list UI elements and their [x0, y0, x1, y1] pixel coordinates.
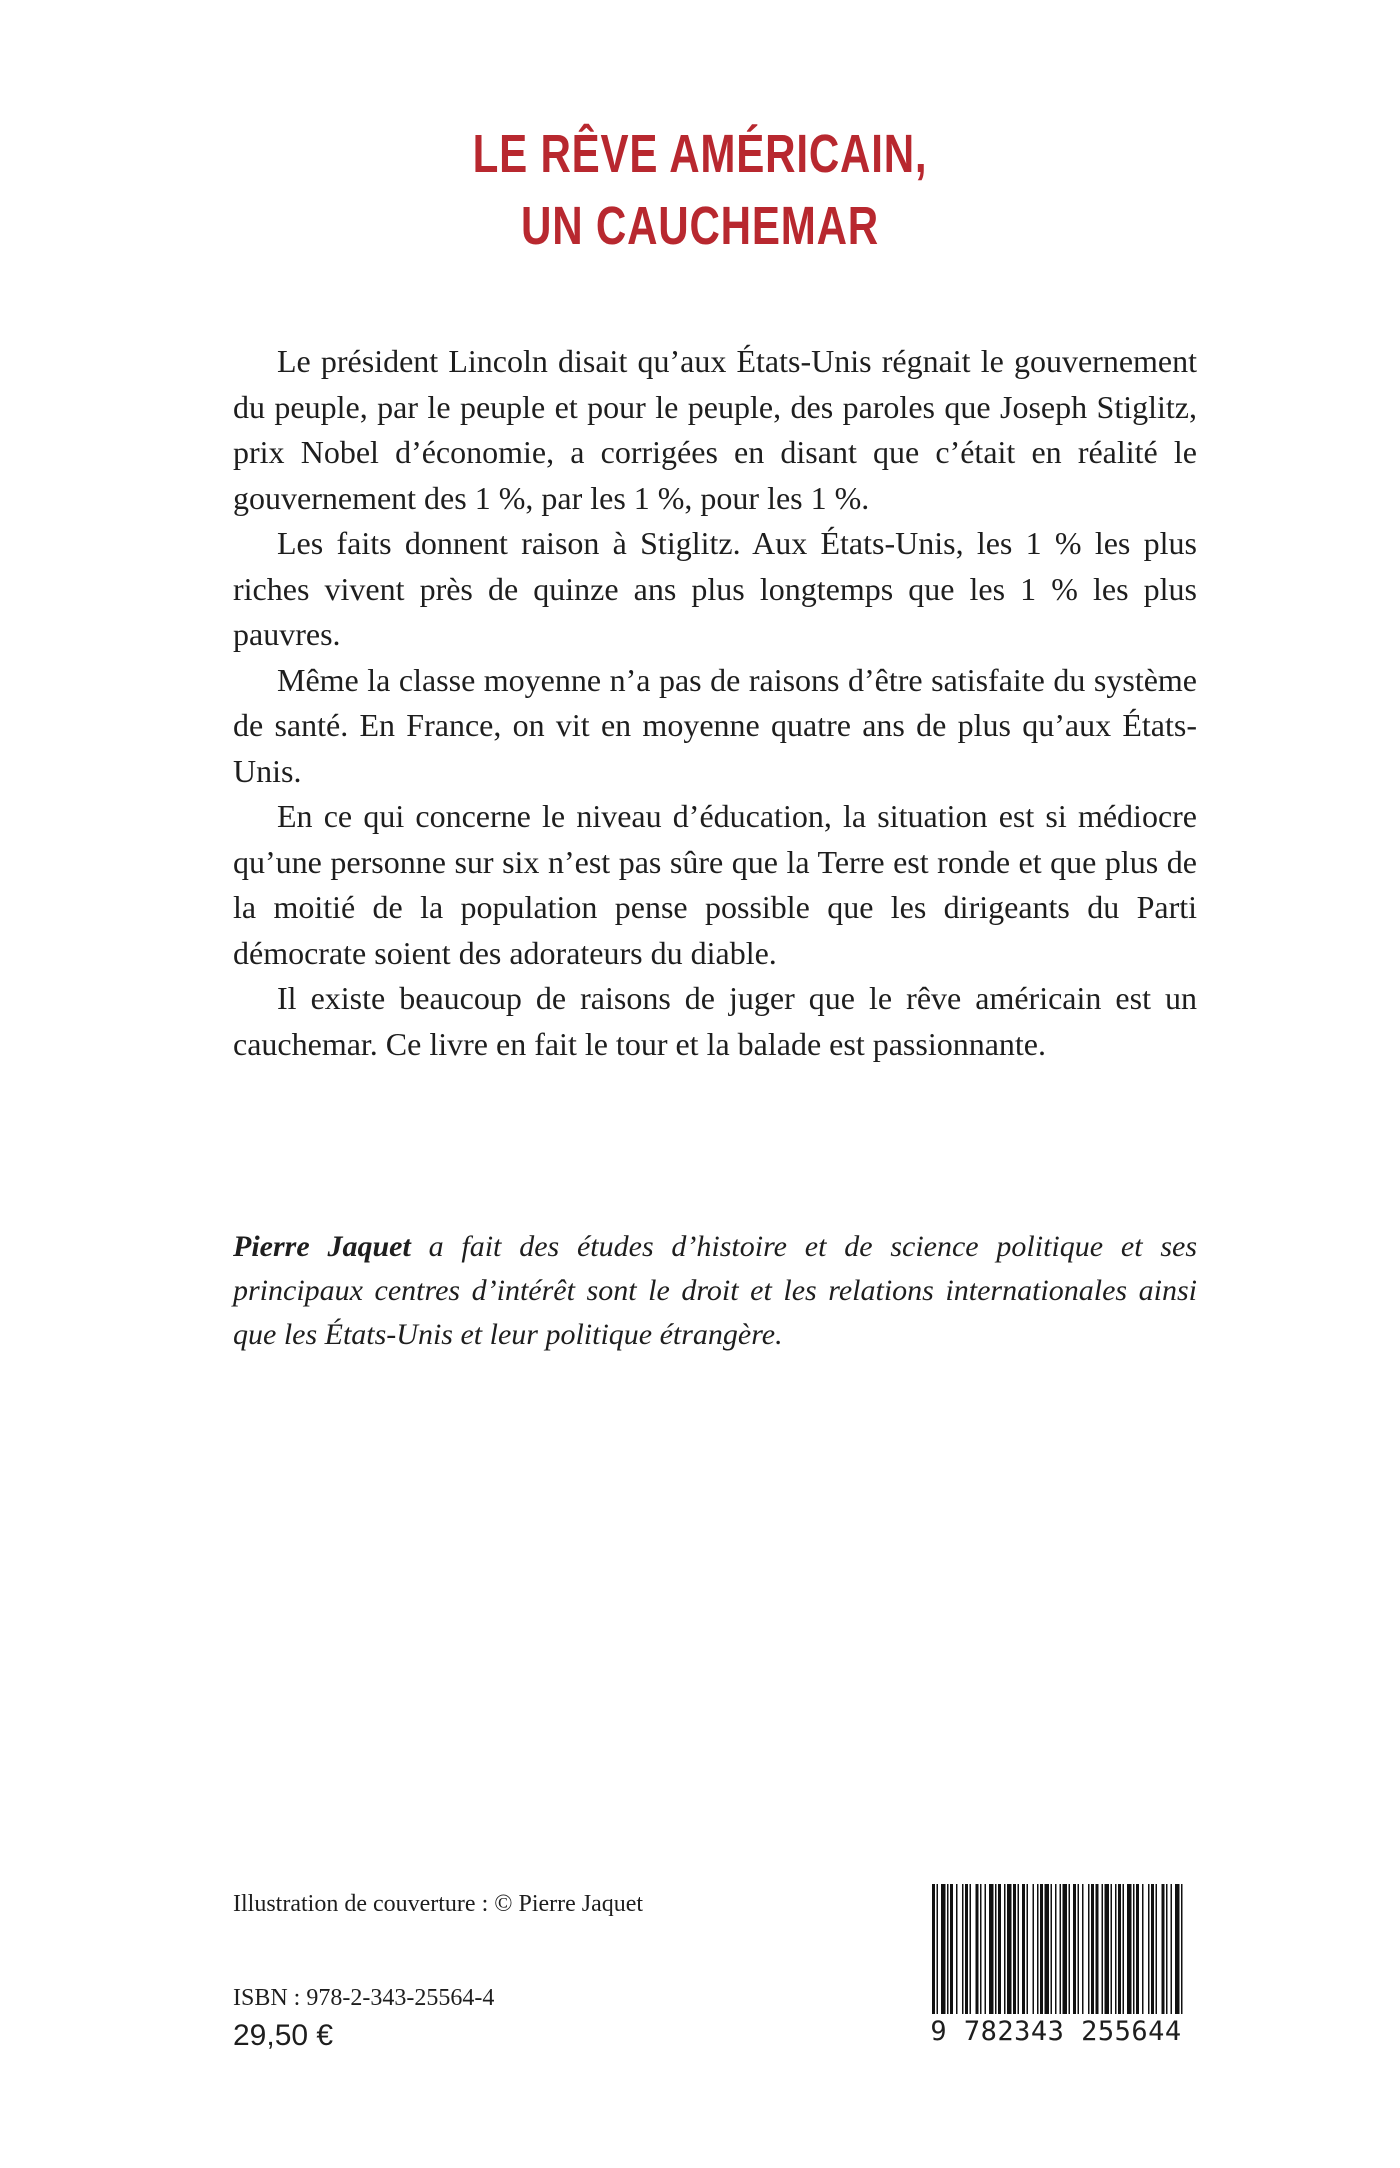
barcode-bar — [1078, 1884, 1080, 2014]
cover-credit: Illustration de couverture : © Pierre Jaquet — [233, 1891, 644, 1917]
barcode-bar — [1133, 1884, 1135, 2014]
barcode-bar — [1004, 1884, 1006, 2014]
author-name: Pierre Jaquet — [233, 1230, 411, 1263]
blurb-paragraph-1: Le président Lincoln disait qu’aux États-Unis régnait le gouvernement du peuple, par le peuple et pour le peuple, des paroles que Joseph Stiglitz, prix Nobel d’économie, a corrigées en disant que c’était en réalité le gouvernement des 1 %, par les 1 %, pour les 1 %. — [233, 343, 1197, 516]
barcode-bar — [1142, 1884, 1144, 2014]
barcode-bar — [989, 1884, 994, 2014]
barcode-bar — [1027, 1884, 1029, 2014]
barcode-bar — [1088, 1884, 1090, 2014]
barcode-bar — [932, 1884, 935, 2014]
barcode-bar — [998, 1884, 1001, 2014]
barcode-bar — [1096, 1884, 1099, 2014]
author-bio — [233, 1225, 1197, 1357]
blurb — [233, 339, 1197, 1067]
blurb-paragraph-2: Les faits donnent raison à Stiglitz. Aux États-Unis, les 1 % les plus riches vivent près de quinze ans plus longtemps que les 1 % les plus pauvres. — [233, 525, 1197, 652]
barcode-bar — [941, 1884, 946, 2014]
barcode-bar — [1013, 1884, 1016, 2014]
barcode-bar — [950, 1884, 953, 2014]
barcode-bar — [980, 1884, 982, 2014]
barcode-bar — [1073, 1884, 1076, 2014]
barcode-bar — [947, 1884, 949, 2014]
barcode-bar — [962, 1884, 964, 2014]
price: 29,50 € — [233, 2019, 334, 2052]
blurb-paragraph-5: Il existe beaucoup de raisons de juger que le rêve américain est un cauchemar. Ce livre en fait le tour et la balade est passionnante. — [233, 980, 1197, 1062]
barcode-bar — [956, 1884, 958, 2014]
barcode-bar — [1111, 1884, 1113, 2014]
barcode-bar — [1136, 1884, 1139, 2014]
barcode-bar — [1118, 1884, 1121, 2014]
barcode-bar — [1166, 1884, 1168, 2014]
barcode-bar — [1007, 1884, 1012, 2014]
barcode-bar — [1033, 1884, 1035, 2014]
barcode-bar — [1123, 1884, 1125, 2014]
barcode-bar — [1105, 1884, 1110, 2014]
barcode-bar — [1102, 1884, 1104, 2014]
barcode-bar — [976, 1884, 979, 2014]
barcode-bar — [1175, 1884, 1180, 2014]
barcode-bar — [995, 1884, 997, 2014]
barcode-bar — [1156, 1884, 1158, 2014]
author-bio-text: a fait des études d’histoire et de science politique et ses principaux centres d’intérêt sont le droit et les relations internationales ainsi que les États-Unis et leur politique étrangère. — [233, 1230, 1197, 1351]
blurb-paragraph-3: Même la classe moyenne n’a pas de raisons d’être satisfaite du système de santé. En France, on vit en moyenne quatre ans de plus qu’aux États-Unis. — [233, 661, 1197, 789]
title-line-1: LE RÊVE AMÉRICAIN, — [472, 124, 928, 184]
title-line-2: UN CAUCHEMAR — [520, 196, 879, 256]
blurb-paragraph-4: En ce qui concerne le niveau d’éducation, la situation est si médiocre qu’une personne sur six n’est pas sûre que la Terre est ronde et que plus de la moitié de la population pense possible que les dirigeants du Parti démocrate soient des adorateurs du diable. — [233, 798, 1197, 971]
barcode-bar — [1051, 1884, 1053, 2014]
barcode-bar — [1063, 1884, 1068, 2014]
barcode-bar — [1055, 1884, 1057, 2014]
barcode-digits: 9 782343 255644 — [930, 2016, 1182, 2047]
barcode-bar — [970, 1884, 972, 2014]
barcode-bar — [1127, 1884, 1132, 2014]
barcode-bar — [1082, 1884, 1084, 2014]
barcode-bar — [1091, 1884, 1094, 2014]
barcode-bar — [1069, 1884, 1071, 2014]
book-title — [154, 118, 1246, 262]
barcode-bar — [1037, 1884, 1039, 2014]
barcode-bar — [1018, 1884, 1020, 2014]
isbn: ISBN : 978-2-343-25564-4 — [233, 1985, 495, 2011]
barcode-bar — [1045, 1884, 1050, 2014]
barcode-bar — [1171, 1884, 1173, 2014]
barcode-bar — [1162, 1884, 1165, 2014]
barcode-bar — [937, 1884, 939, 2014]
barcode-bar — [1181, 1884, 1183, 2014]
barcode-icon — [930, 1884, 1186, 2014]
barcode-bar — [1040, 1884, 1043, 2014]
barcode-bar — [965, 1884, 968, 2014]
barcode-bar — [1060, 1884, 1062, 2014]
barcode-bar — [985, 1884, 987, 2014]
barcode-bar — [1148, 1884, 1150, 2014]
barcode-bar — [1151, 1884, 1154, 2014]
barcode-bar — [1115, 1884, 1117, 2014]
barcode-bar — [1022, 1884, 1025, 2014]
